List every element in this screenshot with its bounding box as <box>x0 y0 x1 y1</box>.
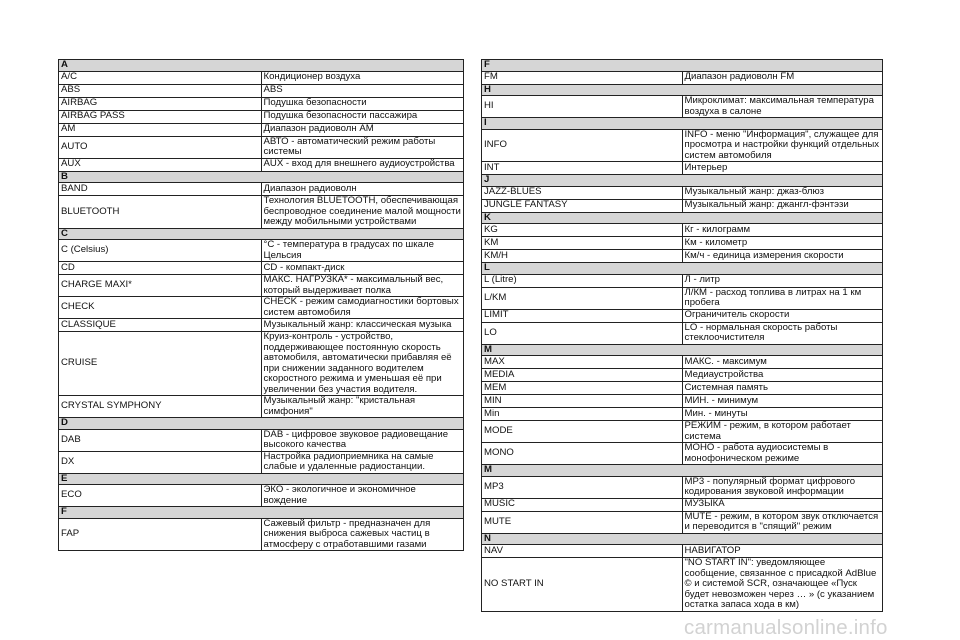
glossary-row <box>482 545 883 558</box>
term-abbreviation: JAZZ-BLUES <box>482 186 683 199</box>
glossary-row <box>482 237 883 250</box>
section-header <box>59 228 464 240</box>
term-abbreviation: CRUISE <box>59 332 262 396</box>
term-abbreviation: BAND <box>59 183 262 196</box>
term-abbreviation: INT <box>482 162 683 175</box>
glossary-row <box>59 196 464 229</box>
section-header <box>59 418 464 430</box>
term-definition: Технология BLUETOOTH, обеспечивающая беспроводное соединение малой мощности между мобильными устройствами <box>261 196 464 229</box>
term-definition: MUTE - режим, в котором звук отключается и переводится в "спящий" режим <box>682 511 883 533</box>
term-definition: АВТО - автоматический режим работы системы <box>261 136 464 158</box>
term-definition: МИН. - минимум <box>682 395 883 408</box>
glossary-row <box>482 129 883 162</box>
section-letter: D <box>59 418 464 430</box>
term-abbreviation: MEDIA <box>482 369 683 382</box>
section-letter: A <box>59 60 464 72</box>
term-abbreviation: LIMIT <box>482 309 683 322</box>
glossary-row <box>482 287 883 309</box>
term-definition: LO - нормальная скорость работы стеклоочистителя <box>682 322 883 344</box>
term-abbreviation: ABS <box>59 84 262 97</box>
glossary-row <box>482 421 883 443</box>
term-definition: Кг - килограмм <box>682 224 883 237</box>
section-header <box>482 465 883 477</box>
term-definition: НАВИГАТОР <box>682 545 883 558</box>
term-definition: Кондиционер воздуха <box>261 71 464 84</box>
section-letter: B <box>59 171 464 183</box>
term-definition: CHECK - режим самодиагностики бортовых систем автомобиля <box>261 297 464 319</box>
term-abbreviation: MP3 <box>482 476 683 498</box>
term-definition: Сажевый фильтр - предназначен для снижения выброса сажевых частиц в атмосферу с отработавшими газами <box>261 518 464 551</box>
term-abbreviation: A/C <box>59 71 262 84</box>
term-abbreviation: MODE <box>482 421 683 443</box>
term-abbreviation: CHECK <box>59 297 262 319</box>
glossary-row <box>482 322 883 344</box>
term-definition: °C - температура в градусах по шкале Цельсия <box>261 240 464 262</box>
term-abbreviation: L/KM <box>482 287 683 309</box>
term-definition: INFO - меню "Информация", служащее для просмотра и настройки функций отдельных систем автомобиля <box>682 129 883 162</box>
glossary-row <box>59 485 464 507</box>
term-abbreviation: LO <box>482 322 683 344</box>
term-abbreviation: KG <box>482 224 683 237</box>
term-abbreviation: DAB <box>59 429 262 451</box>
term-definition: Системная память <box>682 382 883 395</box>
glossary-row <box>59 123 464 136</box>
term-abbreviation: KM/H <box>482 250 683 263</box>
term-abbreviation: FAP <box>59 518 262 551</box>
term-definition: Микроклимат: максимальная температура воздуха в салоне <box>682 96 883 118</box>
glossary-row <box>59 262 464 275</box>
glossary-row <box>59 319 464 332</box>
term-abbreviation: FM <box>482 71 683 84</box>
section-header <box>482 533 883 545</box>
term-abbreviation: AIRBAG PASS <box>59 110 262 123</box>
glossary-row <box>59 71 464 84</box>
term-definition: Мин. - минуты <box>682 408 883 421</box>
glossary-row <box>482 395 883 408</box>
term-definition: Круиз-контроль - устройство, поддерживающее постоянную скорость автомобиля, автоматически прибавляя её при снижении заданного водителем скоростного режима и уменьшая её при увеличении без участия водителя. <box>261 332 464 396</box>
glossary-row <box>482 96 883 118</box>
term-abbreviation: AUX <box>59 158 262 171</box>
term-definition: Км - километр <box>682 237 883 250</box>
term-definition: DAB - цифровое звуковое радиовещание высокого качества <box>261 429 464 451</box>
glossary-row <box>59 275 464 297</box>
term-abbreviation: NO START IN <box>482 558 683 612</box>
glossary-row <box>59 396 464 418</box>
section-header <box>482 344 883 356</box>
term-definition: Настройка радиоприемника на самые слабые и удаленные радиостанции. <box>261 451 464 473</box>
section-letter: M <box>482 465 883 477</box>
term-abbreviation: HI <box>482 96 683 118</box>
term-definition: Подушка безопасности <box>261 97 464 110</box>
section-header <box>482 175 883 187</box>
glossary-row <box>482 162 883 175</box>
term-abbreviation: DX <box>59 451 262 473</box>
glossary-row <box>59 84 464 97</box>
glossary-row <box>482 476 883 498</box>
section-header <box>59 473 464 485</box>
term-abbreviation: CLASSIQUE <box>59 319 262 332</box>
section-header <box>59 60 464 72</box>
term-definition: Музыкальный жанр: классическая музыка <box>261 319 464 332</box>
term-abbreviation: MEM <box>482 382 683 395</box>
section-letter: F <box>482 60 883 72</box>
section-header <box>482 84 883 96</box>
glossary-row <box>59 183 464 196</box>
glossary-row <box>482 408 883 421</box>
section-letter: I <box>482 118 883 130</box>
term-definition: Подушка безопасности пассажира <box>261 110 464 123</box>
glossary-row <box>482 558 883 612</box>
section-letter: L <box>482 263 883 275</box>
term-abbreviation: CHARGE MAXI* <box>59 275 262 297</box>
glossary-row <box>59 110 464 123</box>
section-letter: H <box>482 84 883 96</box>
term-abbreviation: CD <box>59 262 262 275</box>
term-abbreviation: AM <box>59 123 262 136</box>
term-abbreviation: AIRBAG <box>59 97 262 110</box>
term-abbreviation: ECO <box>59 485 262 507</box>
glossary-row <box>59 240 464 262</box>
section-letter: E <box>59 473 464 485</box>
glossary-table-left <box>58 59 464 551</box>
glossary-row <box>59 332 464 396</box>
term-definition: MP3 - популярный формат цифрового кодирования звуковой информации <box>682 476 883 498</box>
term-definition: Медиаустройства <box>682 369 883 382</box>
term-abbreviation: MONO <box>482 443 683 465</box>
glossary-row <box>482 443 883 465</box>
term-definition: ЭКО - экологичное и экономичное вождение <box>261 485 464 507</box>
term-abbreviation: C (Celsius) <box>59 240 262 262</box>
glossary-row <box>482 274 883 287</box>
term-definition: CD - компакт-диск <box>261 262 464 275</box>
glossary-row <box>482 309 883 322</box>
term-definition: AUX - вход для внешнего аудиоустройства <box>261 158 464 171</box>
glossary-row <box>482 186 883 199</box>
term-definition: Ограничитель скорости <box>682 309 883 322</box>
section-header <box>482 118 883 130</box>
term-abbreviation: L (Litre) <box>482 274 683 287</box>
glossary-row <box>482 250 883 263</box>
term-definition: "NO START IN": уведомляющее сообщение, связанное с присадкой AdBlue © и системой SCR, означающее «Пуск будет невозможен через … » (с указанием остатка запаса хода в км) <box>682 558 883 612</box>
term-abbreviation: CRYSTAL SYMPHONY <box>59 396 262 418</box>
glossary-row <box>482 356 883 369</box>
term-definition: Диапазон радиоволн FM <box>682 71 883 84</box>
glossary-row <box>59 158 464 171</box>
term-definition: МОНО - работа аудиосистемы в монофоническом режиме <box>682 443 883 465</box>
glossary-row <box>59 136 464 158</box>
term-abbreviation: Min <box>482 408 683 421</box>
term-abbreviation: NAV <box>482 545 683 558</box>
watermark: carmanualsonline.info <box>684 616 888 639</box>
glossary-left-column <box>58 59 464 551</box>
term-abbreviation: MIN <box>482 395 683 408</box>
glossary-row <box>482 71 883 84</box>
glossary-table-right <box>481 59 883 612</box>
term-definition: МАКС. - максимум <box>682 356 883 369</box>
term-definition: ABS <box>261 84 464 97</box>
glossary-row <box>482 224 883 237</box>
section-letter: C <box>59 228 464 240</box>
glossary-row <box>482 511 883 533</box>
section-header <box>482 212 883 224</box>
glossary-row <box>482 369 883 382</box>
glossary-row <box>482 382 883 395</box>
term-definition: Музыкальный жанр: джангл-фэнтэзи <box>682 199 883 212</box>
glossary-right-column <box>481 59 883 612</box>
term-definition: Л - литр <box>682 274 883 287</box>
glossary-row <box>59 297 464 319</box>
section-letter: N <box>482 533 883 545</box>
glossary-row <box>59 451 464 473</box>
term-definition: МУЗЫКА <box>682 498 883 511</box>
glossary-row <box>59 97 464 110</box>
term-definition: Музыкальный жанр: джаз-блюз <box>682 186 883 199</box>
section-letter: K <box>482 212 883 224</box>
term-definition: Л/КМ - расход топлива в литрах на 1 км пробега <box>682 287 883 309</box>
term-abbreviation: BLUETOOTH <box>59 196 262 229</box>
section-header <box>59 507 464 519</box>
term-abbreviation: JUNGLE FANTASY <box>482 199 683 212</box>
term-definition: Музыкальный жанр: "кристальная симфония" <box>261 396 464 418</box>
term-abbreviation: INFO <box>482 129 683 162</box>
glossary-row <box>482 498 883 511</box>
term-definition: Диапазон радиоволн <box>261 183 464 196</box>
term-definition: РЕЖИМ - режим, в котором работает система <box>682 421 883 443</box>
term-abbreviation: AUTO <box>59 136 262 158</box>
term-definition: Интерьер <box>682 162 883 175</box>
glossary-row <box>59 518 464 551</box>
term-abbreviation: MAX <box>482 356 683 369</box>
term-definition: Км/ч - единица измерения скорости <box>682 250 883 263</box>
term-definition: МАКС. НАГРУЗКА* - максимальный вес, который выдерживает полка <box>261 275 464 297</box>
term-abbreviation: MUSIC <box>482 498 683 511</box>
term-abbreviation: MUTE <box>482 511 683 533</box>
section-letter: M <box>482 344 883 356</box>
section-letter: J <box>482 175 883 187</box>
glossary-row <box>59 429 464 451</box>
section-header <box>59 171 464 183</box>
term-definition: Диапазон радиоволн AM <box>261 123 464 136</box>
section-letter: F <box>59 507 464 519</box>
section-header <box>482 263 883 275</box>
glossary-row <box>482 199 883 212</box>
term-abbreviation: KM <box>482 237 683 250</box>
section-header <box>482 60 883 72</box>
